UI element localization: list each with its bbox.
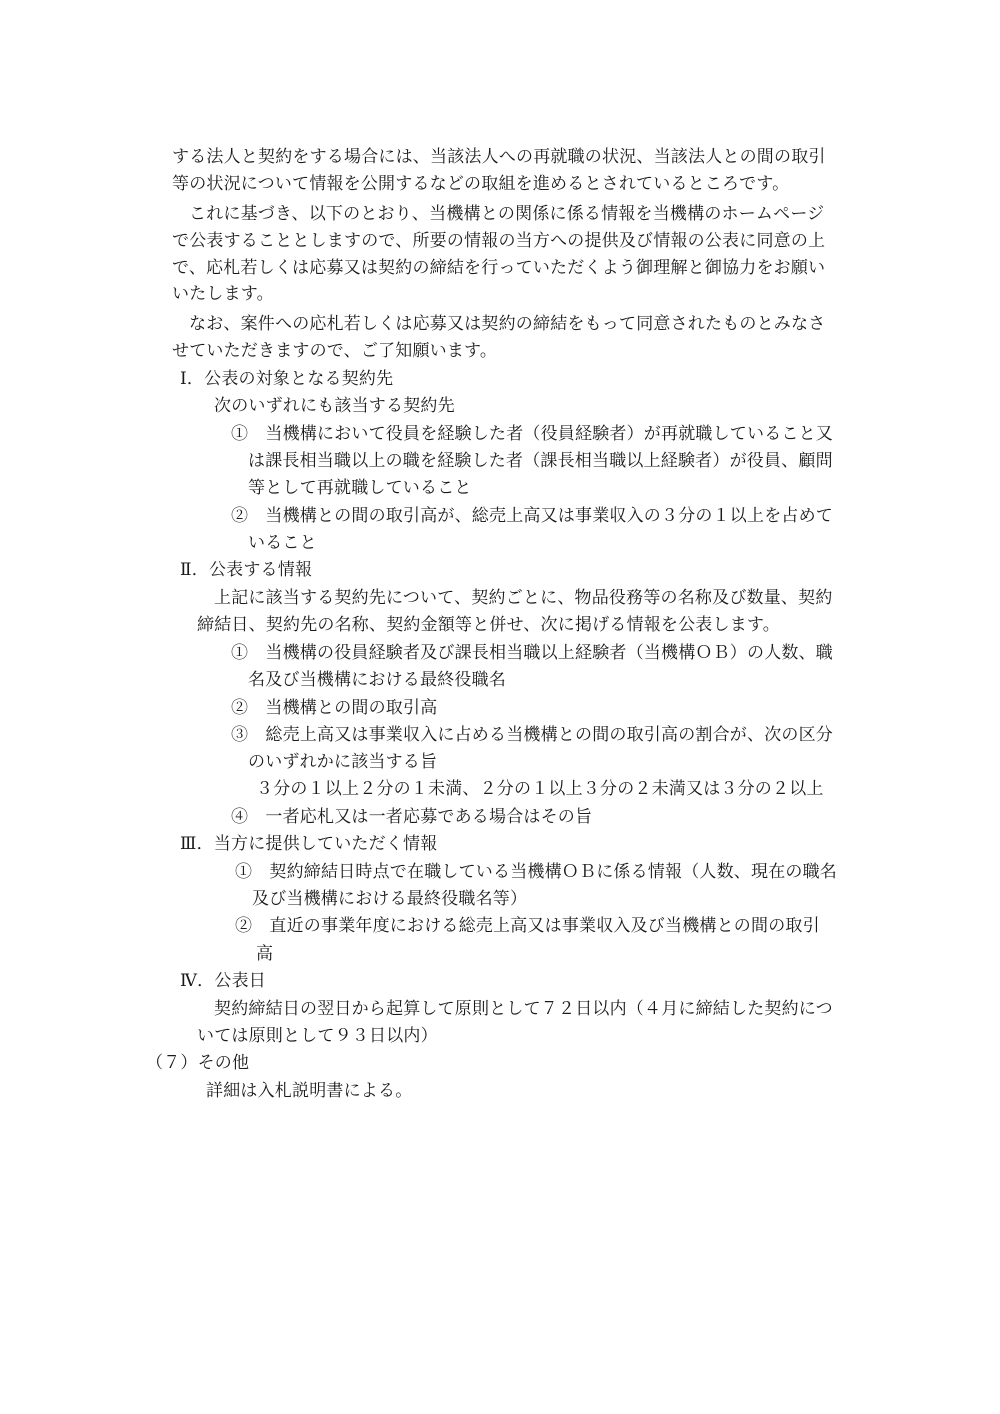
list-item: は課長相当職以上の職を経験した者（課長相当職以上経験者）が役員、顧問 [248,451,833,471]
section-heading-7: （７）その他 [146,1053,250,1073]
section-heading-3: Ⅲ．当方に提供していただく情報 [180,834,438,854]
section-lead: いては原則として９３日以内） [197,1026,438,1046]
list-item: ３分の１以上２分の１未満、２分の１以上３分の２未満又は３分の２以上 [256,779,824,799]
section-lead: 次のいずれにも該当する契約先 [214,396,455,416]
list-item: ② 当機構との間の取引高が、総売上高又は事業収入の３分の１以上を占めて [231,506,833,526]
intro-line: する法人と契約をする場合には、当該法人への再就職の状況、当該法人との間の取引 [172,147,826,167]
list-item: ① 当機構の役員経験者及び課長相当職以上経験者（当機構ＯＢ）の人数、職 [231,643,833,663]
list-item: ① 契約締結日時点で在職している当機構ＯＢに係る情報（人数、現在の職名 [235,862,837,882]
section-heading-1: Ⅰ．公表の対象となる契約先 [180,369,394,389]
intro-line: 等の状況について情報を公開するなどの取組を進めるとされているところです。 [172,174,790,194]
list-item: のいずれかに該当する旨 [248,752,438,772]
list-item: ① 当機構において役員を経験した者（役員経験者）が再就職していること又 [231,424,833,444]
list-item: 及び当機構における最終役職名等） [252,889,528,909]
intro-line: せていただきますので、ご了知願います。 [172,341,498,361]
list-item: ③ 総売上高又は事業収入に占める当機構との間の取引高の割合が、次の区分 [231,725,833,745]
section-lead: 上記に該当する契約先について、契約ごとに、物品役務等の名称及び数量、契約 [214,588,833,608]
section-body: 詳細は入札説明書による。 [206,1081,413,1101]
section-heading-4: Ⅳ．公表日 [180,971,266,991]
list-item: ② 直近の事業年度における総売上高又は事業収入及び当機構との間の取引 [235,916,820,936]
list-item: ② 当機構との間の取引高 [231,698,438,718]
intro-line: なお、案件への応札若しくは応募又は契約の締結をもって同意されたものとみなさ [189,314,826,334]
section-lead: 契約締結日の翌日から起算して原則として７２日以内（４月に締結した契約につ [214,999,833,1019]
intro-line: これに基づき、以下のとおり、当機構との関係に係る情報を当機構のホームページ [189,204,825,224]
list-item: 等として再就職していること [248,478,472,498]
intro-line: いたします。 [172,284,274,304]
intro-line: で、応札若しくは応募又は契約の締結を行っていただくよう御理解と御協力をお願い [172,258,826,278]
list-item: 高 [256,944,274,964]
list-item: ④ 一者応札又は一者応募である場合はその旨 [231,807,593,827]
intro-line: で公表することとしますので、所要の情報の当方への提供及び情報の公表に同意の上 [172,231,826,251]
section-heading-2: Ⅱ．公表する情報 [180,560,313,580]
section-lead: 締結日、契約先の名称、契約金額等と併せ、次に掲げる情報を公表します。 [197,615,780,635]
list-item: 名及び当機構における最終役職名 [248,670,506,690]
list-item: いること [248,533,317,553]
